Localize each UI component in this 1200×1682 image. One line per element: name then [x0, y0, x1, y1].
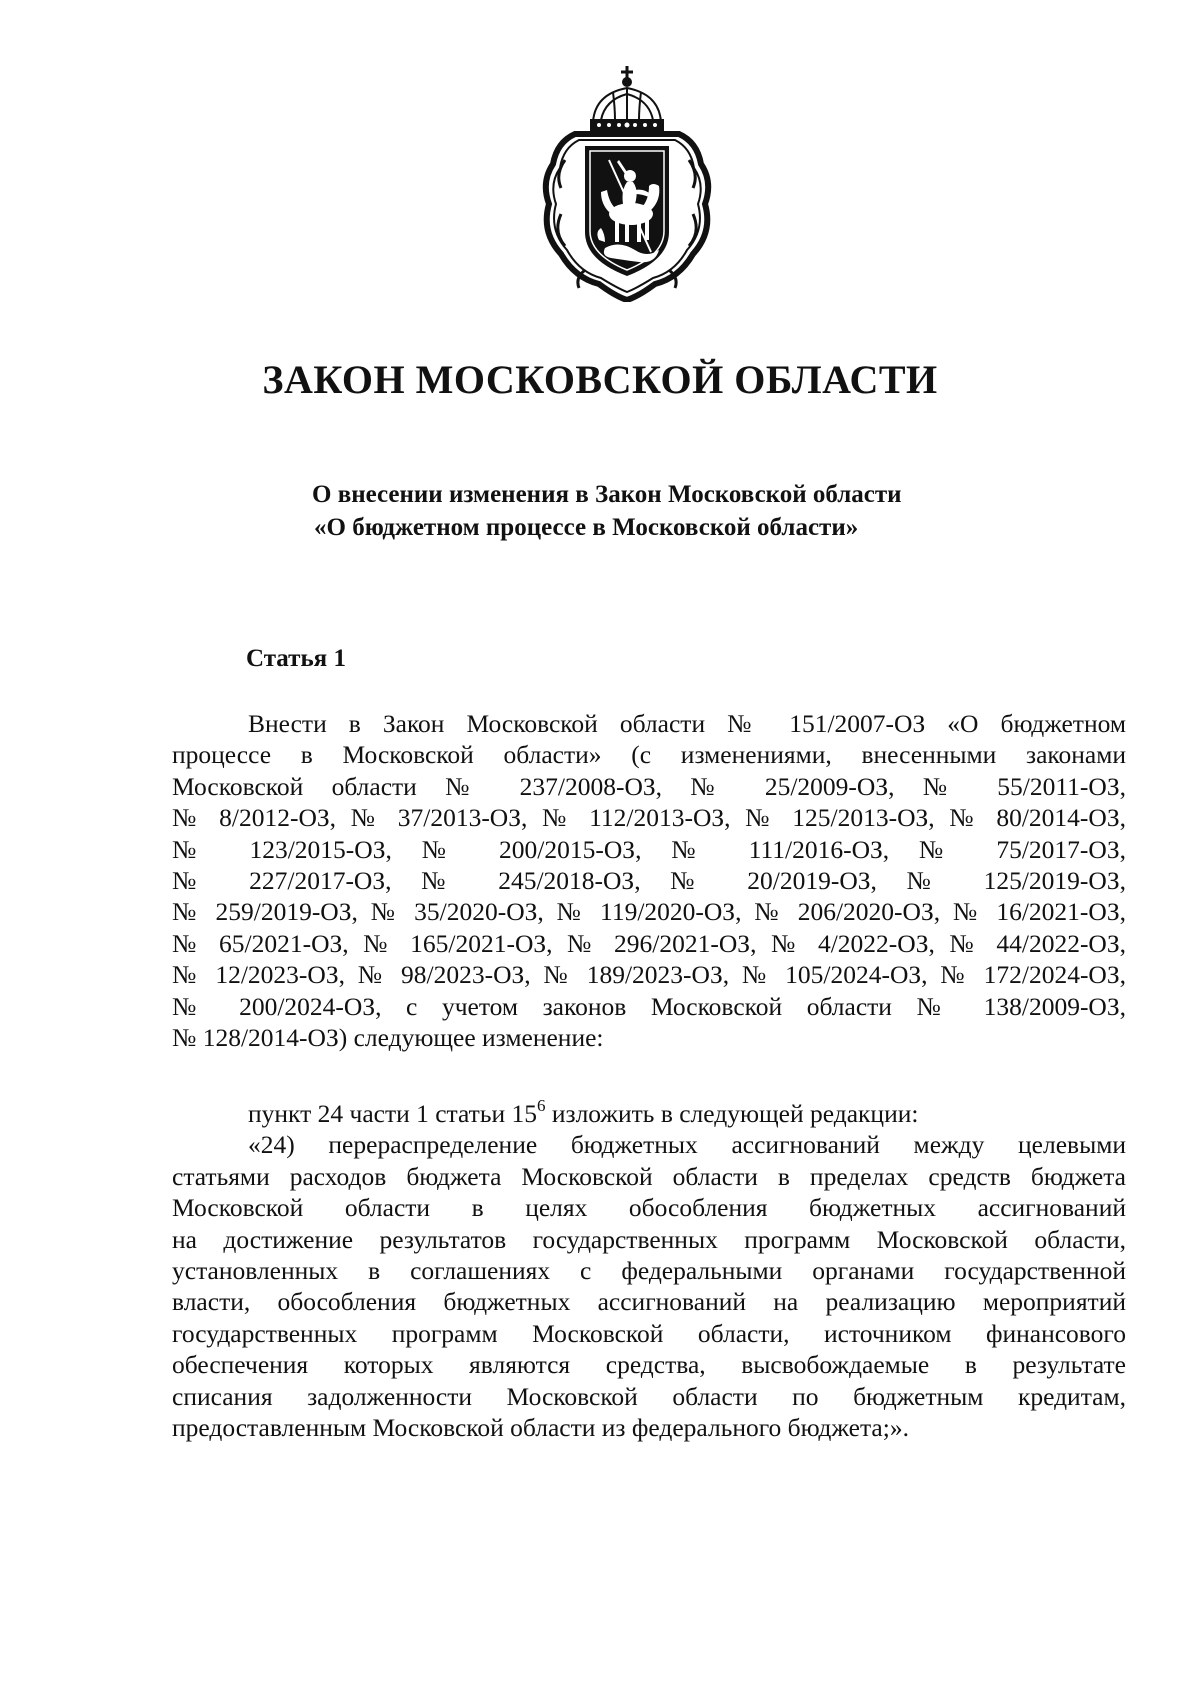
- paragraph-line: № 123/2015-ОЗ, № 200/2015-ОЗ, № 111/2016-ОЗ, № 75/2017-ОЗ,: [172, 834, 1126, 864]
- paragraph-line: № 8/2012-ОЗ, № 37/2013-ОЗ, № 112/2013-ОЗ, № 125/2013-ОЗ, № 80/2014-ОЗ,: [172, 803, 1126, 833]
- paragraph-line: № 227/2017-ОЗ, № 245/2018-ОЗ, № 20/2019-ОЗ, № 125/2019-ОЗ,: [172, 865, 1126, 895]
- article-heading: Статья 1: [246, 645, 346, 672]
- instruction-line: [172, 1098, 1126, 1129]
- paragraph-line: Внести в Закон Московской области № 151/2007-ОЗ «О бюджетном: [248, 709, 1126, 738]
- page-title: ЗАКОН МОСКОВСКОЙ ОБЛАСТИ: [262, 357, 938, 402]
- law-subtitle: [312, 478, 902, 544]
- quoted-line: списания задолженности Московской области по бюджетным кредитам,: [172, 1381, 1126, 1411]
- subtitle-line-2: «О бюджетном процессе в Московской области»: [314, 514, 859, 541]
- instruction-prefix: пункт 24 части 1 статьи 15: [248, 1099, 537, 1128]
- quoted-line: на достижение результатов государственных программ Московской области,: [172, 1224, 1126, 1254]
- paragraph-amendment-list: [172, 708, 1126, 1053]
- quoted-line: статьями расходов бюджета Московской области в пределах средств бюджета: [172, 1161, 1126, 1191]
- paragraph-line: № 128/2014-ОЗ) следующее изменение:: [172, 1022, 604, 1052]
- quoted-line: предоставленным Московской области из федерального бюджета;».: [172, 1412, 909, 1442]
- paragraph-line: Московской области № 237/2008-ОЗ, № 25/2009-ОЗ, № 55/2011-ОЗ,: [172, 771, 1126, 801]
- moscow-oblast-coat-of-arms-icon: [535, 64, 720, 302]
- paragraph-line: процессе в Московской области» (с изменениями, внесенными законами: [172, 740, 1126, 770]
- paragraph-line: № 259/2019-ОЗ, № 35/2020-ОЗ, № 119/2020-ОЗ, № 206/2020-ОЗ, № 16/2021-ОЗ,: [172, 897, 1126, 927]
- quoted-line: установленных в соглашениях с федеральными органами государственной: [172, 1255, 1126, 1285]
- quoted-line: «24) перераспределение бюджетных ассигнований между целевыми: [248, 1130, 1126, 1160]
- subtitle-line-1: О внесении изменения в Закон Московской области: [312, 481, 902, 508]
- quoted-line: государственных программ Московской области, источником финансового: [172, 1318, 1126, 1348]
- quoted-line: власти, обособления бюджетных ассигнований на реализацию мероприятий: [172, 1287, 1126, 1317]
- quoted-line: Московской области в целях обособления бюджетных ассигнований: [172, 1193, 1126, 1223]
- instruction-suffix: изложить в следующей редакции:: [545, 1099, 919, 1128]
- quoted-line: обеспечения которых являются средства, высвобождаемые в результате: [172, 1350, 1126, 1380]
- paragraph-line: № 12/2023-ОЗ, № 98/2023-ОЗ, № 189/2023-ОЗ, № 105/2024-ОЗ, № 172/2024-ОЗ,: [172, 960, 1126, 990]
- paragraph-line: № 65/2021-ОЗ, № 165/2021-ОЗ, № 296/2021-ОЗ, № 4/2022-ОЗ, № 44/2022-ОЗ,: [172, 928, 1126, 958]
- paragraph-new-wording: [172, 1098, 1126, 1443]
- paragraph-line: № 200/2024-ОЗ, с учетом законов Московской области № 138/2009-ОЗ,: [172, 991, 1126, 1021]
- article-superscript: 6: [536, 1096, 546, 1115]
